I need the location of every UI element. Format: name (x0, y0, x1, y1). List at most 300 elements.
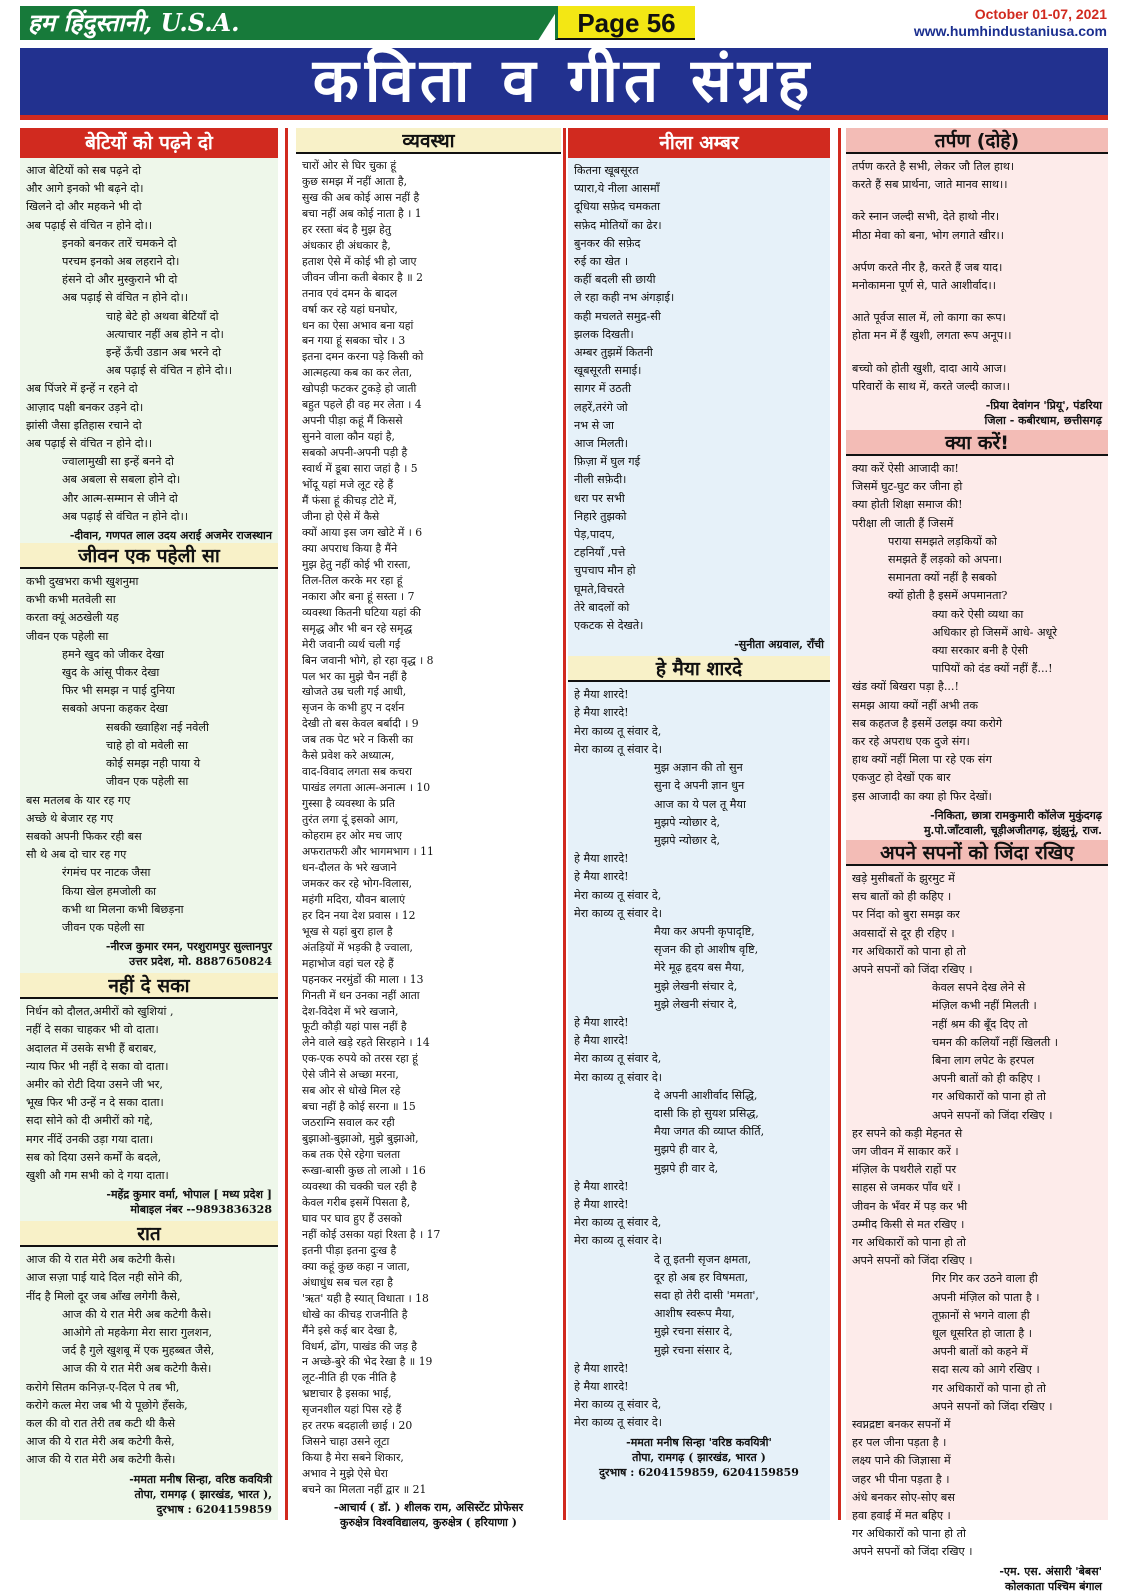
poem-line: जीवन जीना कती बेकार है ॥ 2 (302, 270, 423, 284)
poem-line: घूमते,विचरते (574, 582, 625, 596)
poem-line: बचने का मिलता नहीं द्वार ॥ 21 (302, 1483, 427, 1497)
poem-line: और आगे इनको भी बढ़ने दो। (26, 182, 144, 196)
poem-line: मुझे रचना संसार दे, (654, 1325, 733, 1339)
poem-body (568, 158, 830, 637)
issue-date: October 01-07, 2021 (974, 6, 1107, 22)
poem-line: अब पढ़ाई से वंचित न होने दो।। (106, 364, 233, 378)
poem-line: क्या सरकार बनी है ऐसी (932, 644, 1028, 658)
poem-line: मंज़िल के पथरीले राहों पर (852, 1163, 957, 1177)
poem-line: खड़े मुसीबतों के झुरमुट में (852, 871, 955, 885)
poem-line: अपनी बातों को कहने में (932, 1345, 1028, 1359)
poem-line: मेरा काव्य तू संवार दे। (574, 1234, 663, 1248)
poem-line: मेरा काव्य तू संवार दे। (574, 906, 663, 920)
poem-line: हे मैया शारदे! (574, 870, 629, 884)
poem-line: कोहराम हर ओर मच जाए (302, 829, 402, 843)
poem-line: अमीर को रोटी दिया उसने जी भर, (26, 1077, 163, 1091)
poem-line: व्यवस्था कितनी घटिया यहां की (302, 605, 421, 619)
poem-line: अंधकार ही अंधकार है, (302, 238, 391, 252)
poem-line: स्वप्नद्रष्टा बनकर सपनों में (852, 1417, 951, 1431)
poem-line: कहीं बदली सी छायी (574, 273, 656, 287)
poem-line: मनोकामना पूर्ण से, पाते आशीर्वाद।। (852, 279, 996, 293)
poem-line: फूटी कौड़ी यहां पास नहीं है (302, 1020, 407, 1034)
poem-line: चाहे बेटे हो अथवा बेटियाँ दो (106, 309, 219, 323)
poem-line: जग जीवन में साकार करें । (852, 1144, 959, 1158)
poem-line: मुझपे ही वार दे, (654, 1143, 719, 1157)
poem-line: गर अधिकारों को पाना हो तो (852, 944, 966, 958)
poem-line: सदा सोने को दी अमीरों को गद्दे, (26, 1114, 154, 1128)
poem-line: मंज़िल कभी नहीं मिलती । (932, 999, 1037, 1013)
poem-line: हंसने दो और मुस्कुराने भी दो (62, 273, 178, 287)
poem-line: विधर्म, ढोंग, पाखंड की जड़ है (302, 1339, 418, 1353)
poem-line: मेरा काव्य तू संवार दे, (574, 1216, 662, 1230)
poem-line: जीना हो ऐसे में कैसे (302, 509, 380, 523)
column-divider (563, 128, 566, 1520)
poem-line: अपने सपनों को जिंदा रखिए । (852, 1545, 973, 1559)
poem-line: बुनकर की सफ़ेद (574, 236, 641, 250)
poem-line: मुझ हेतु नहीं कोई भी रास्ता, (302, 557, 411, 571)
poem-line: ऐसे जीने से अच्छा मरना, (302, 1068, 399, 1082)
poem-line: मुझे लेखनी संचार दे, (654, 979, 738, 993)
poem-line: अब पढ़ाई से वंचित न होने दो।। (26, 437, 153, 451)
poem-line: निहारे तुझको (574, 509, 627, 523)
poem-author-address: कुरुक्षेत्र विश्वविद्यालय, कुरुक्षेत्र ( हरियाणा ) (340, 1516, 517, 1530)
poem-line: अपने सपनों को जिंदा रखिए । (932, 1108, 1053, 1122)
poem-line: बन गया हूं सबका चोर । 3 (302, 334, 406, 348)
poem-line: हर रस्ता बंद है मुझ हेतु (302, 222, 392, 236)
poem-line: नीली सफ़ेदी। (574, 473, 627, 487)
poem-line: और आत्म-सम्मान से जीने दो (62, 491, 178, 505)
poem-line: पर निंदा को बुरा समझ कर (852, 908, 960, 922)
poem-line: इतनी पीड़ा इतना दुःख है (302, 1243, 397, 1257)
poem-line: पहनकर नरमुंडों की माला । 13 (302, 972, 424, 986)
poem-line: आज की ये रात मेरी अब कटेगी कैसे। (26, 1253, 176, 1267)
poem-line: ले रहा कही नभ अंगड़ाई। (574, 291, 675, 305)
poem-line: हवा हवाई में मत बहिए । (852, 1509, 951, 1522)
poem-line: समझ आया क्यों नहीं अभी तक (852, 698, 979, 712)
poem-body (20, 999, 278, 1187)
poem-line: इतना दमन करना पड़े किसी को (302, 350, 424, 364)
poem-line: मैं फंसा हूं कीचड़ टोटे में, (302, 494, 398, 508)
poem-title: नहीं दे सका (20, 973, 278, 999)
poem-line: कितना खूबसूरत (574, 164, 639, 177)
poem-line: टहनियाँ ,पत्ते (574, 546, 626, 560)
poem-line: तूफ़ानों से भगने वाला ही (932, 1308, 1030, 1322)
poem-line: अपने सपनों को जिंदा रखिए । (852, 1254, 973, 1268)
poem-line: नहीं श्रम की बूँद दिए तो (932, 1017, 1028, 1031)
poem-line: बस मतलब के यार रह गए (26, 793, 131, 807)
poem-line: बचा नहीं अब कोई नाता है । 1 (302, 206, 422, 220)
poem-line: सदा हो तेरी दासी 'ममता', (654, 1288, 759, 1302)
poem-body (846, 154, 1108, 398)
poem-line: आशीष स्वरूप मैया, (654, 1307, 735, 1321)
poem-line: केवल सपने देख लेने से (932, 981, 1026, 995)
poem-line: निर्धन को दौलत,अमीरों को खुशियां , (26, 1005, 174, 1019)
poem-line: उम्मीद किसी से मत रखिए । (852, 1217, 965, 1231)
poem-line: आते पूर्वज साल में, लो कागा का रूप। (852, 311, 1006, 325)
column-divider (285, 128, 288, 1520)
poem-line: सुख की अब कोई आस नहीं है (302, 190, 420, 204)
poem-line: अवसादों से दूर ही रहिए । (852, 926, 955, 940)
poem-line: घाव पर घाव हुए हैं उसको (302, 1211, 402, 1225)
poem-line: हे मैया शारदे! (574, 1197, 629, 1211)
poem-line: भूख से यहां बुरा हाल है (302, 924, 393, 938)
poem-line: अब पढ़ाई से वंचित न होने दो।। (62, 509, 189, 523)
poem-title: रात (20, 1221, 278, 1247)
poem-line: गर अधिकारों को पाना हो तो (852, 1235, 966, 1249)
poem-line: हाथ क्यों नहीं मिला पा रहे एक संग (852, 753, 992, 767)
poem-line: बिन जवानी भोगे, हो रहा वृद्ध । 8 (302, 653, 434, 667)
poem-line: अर्पण करते नीर है, करते हैं जब याद। (852, 260, 1003, 274)
poem-line: जीवन एक पहेली सा (26, 629, 109, 643)
poem-author-address: तोपा, रामगढ़ ( झारखंड, भारत ), (134, 1487, 272, 1501)
poem-line: कैसे प्रवेश करे अध्यात्म, (302, 749, 395, 763)
poem-line: करता क्यूं अठखेली यह (26, 611, 119, 625)
poem-line: एकटक से देखते। (574, 619, 644, 633)
poem-line: क्या करें ऐसी आजादी का! (852, 462, 959, 476)
poem-line: आज की ये रात मेरी अब कटेगी कैसे। (62, 1362, 212, 1376)
poem-line: खोजते उम्र चली गई आधी, (302, 685, 407, 699)
poem-line: लक्ष्य पाने की जिज्ञासा में (852, 1454, 951, 1468)
poem-line: झांसी जैसा इतिहास रचाने दो (26, 418, 142, 432)
poem-line: गिर गिर कर उठने वाला ही (932, 1272, 1038, 1286)
column-4 (846, 128, 1108, 1593)
poem-title: हे मैया शारदे (568, 656, 830, 682)
poem-line: भ्रष्टाचार है इसका भाई, (302, 1387, 392, 1401)
poem-author-address: तोपा, रामगढ़ ( झारखंड, भारत ) (632, 1450, 766, 1464)
poem-line: करते हैं सब प्रार्थना, जाते मानव साथ।। (852, 178, 1008, 192)
poem-line: नभ से जा (574, 418, 614, 432)
poem-line: हमने खुद को जीकर देखा (62, 647, 165, 661)
poem-author: -आचार्य ( डॉ. ) शीलक राम, असिस्टेंट प्रोफेसर (333, 1501, 524, 1515)
poem-line: करे स्नान जल्दी सभी, देते हाथो नीर। (852, 210, 1000, 224)
poem-line: अंधाधुंध सब चल रहा है (302, 1275, 394, 1289)
poem-line: जब तक पेट भरे न किसी का (302, 733, 414, 747)
poem-line: हे मैया शारदे! (574, 1179, 629, 1193)
poem-line: मुझ अज्ञान की तो सुन (654, 761, 743, 775)
poem-body (568, 682, 830, 1434)
website-link[interactable]: www.humhindustaniusa.com (913, 23, 1107, 39)
poem-line: कभी था मिलना कभी बिछड़ना (62, 902, 184, 916)
poem-line: मेरा काव्य तू संवार दे, (574, 1052, 662, 1066)
poem-line: अब अबला से सबला होने दो। (62, 473, 181, 487)
poem-line: मीठा मेवा को बना, भोग लगाते खीर।। (852, 228, 1004, 242)
poem-line: मुझे लेखनी संचार दे, (654, 997, 738, 1011)
poem-line: दूर हो अब हर विषमता, (654, 1270, 749, 1284)
poem-line: अभाव ने मुझे ऐसे घेरा (302, 1467, 388, 1481)
poem-line: मुझपे न्योछार दे, (654, 815, 721, 829)
poem-line: सबकी ख्वाहिश नई नवेली (106, 720, 209, 734)
poem-line: मेरा काव्य तू संवार दे, (574, 888, 662, 902)
poem-line: तर्पण करते है सभी, लेकर जौ तिल हाथ। (852, 160, 1015, 173)
poem-line: क्या अपराध किया है मैंने (302, 541, 398, 555)
poem-line: हताश ऐसे में कोई भी हो जाए (302, 254, 417, 268)
poem-line: किया है मेरा सबने शिकार, (302, 1451, 404, 1465)
poem-line: वर्षा कर रहे यहां घनघोर, (302, 302, 398, 316)
poem-line: करोगे सितम कनिज़-ए-दिल पे तब भी, (26, 1380, 180, 1394)
poem-line: रूखा-बासी कुछ तो लाओ । 16 (302, 1164, 426, 1178)
poem-line: परिवारों के साथ में, करते जल्दी काज।। (852, 379, 1010, 393)
poem-line: सागर में उठती (574, 382, 632, 396)
poem-line: दूधिया सफ़ेद चमकता (574, 200, 661, 214)
poem-line: दे तू इतनी सृजन क्षमता, (654, 1252, 752, 1266)
poem-line: पराया समझते लड़कियों को (888, 534, 997, 548)
poem-author: -प्रिया देवांगन 'प्रियू', पंडरिया (985, 399, 1102, 413)
poem-line: कभी कभी मतवेली सा (26, 593, 116, 607)
poem-line: सृजनशील यहां पिस रहे हैं (302, 1403, 402, 1417)
poem-line: गर अधिकारों को पाना हो तो (932, 1381, 1046, 1395)
poem-line: आज की ये रात मेरी अब कटेगी कैसे, (26, 1435, 175, 1449)
poem-line: नींद है मिलो दूर जब आँख लगेगी कैसे, (26, 1289, 181, 1303)
poem-line: हे मैया शारदे! (574, 1034, 629, 1048)
poem-line (852, 245, 1102, 259)
poem-line: धूल धूसरित हो जाता है । (932, 1326, 1033, 1340)
poem-line: खुद के आंसू पीकर देखा (62, 666, 160, 680)
poem-line: क्या कहूं कुछ कहा न जाता, (302, 1259, 410, 1273)
poem-line: कभी दुखभरा कभी खुशनुमा (26, 575, 139, 589)
poem-author-contact: उत्तर प्रदेश, मो. 8887650824 (129, 955, 272, 969)
poem-line: खिलने दो और महकने भी दो (26, 200, 142, 214)
poem-line: अम्बर तुझमें कितनी (574, 346, 653, 360)
poem-line: मेरा काव्य तू संवार दे, (574, 1398, 662, 1412)
poem-line: अपनी बातों को ही कहिए । (932, 1072, 1041, 1086)
poem-line: मुझपे न्योछार दे, (654, 833, 721, 847)
poem-line: आज की ये रात मेरी अब कटेगी कैसे। (26, 1453, 176, 1467)
poem-line: अपने सपनों को जिंदा रखिए । (852, 962, 973, 976)
poem-line: चमन की कलियाँ नहीं खिलती । (932, 1035, 1058, 1049)
poem-line: अब पढ़ाई से वंचित न होने दो।। (62, 291, 189, 305)
poem-title: अपने सपनों को जिंदा रखिए (846, 840, 1108, 866)
poem-line: सच बातों को ही कहिए । (852, 890, 952, 904)
poem-line: अच्छे थे बेजार रह गए (26, 811, 114, 825)
poem-author: -महेंद्र कुमार वर्मा, भोपाल [ मध्य प्रदेश ] (106, 1188, 272, 1202)
poem-line: मेरा काव्य तू संवार दे। (574, 742, 663, 756)
poem-line: फ़िज़ा में घुल गई (574, 455, 641, 469)
poem-line: चुपचाप मौन हो (574, 564, 636, 578)
poem-line: हर पल जीना पड़ता है । (852, 1436, 947, 1450)
poem-line: प्यारा,ये नीला आसमाँ (574, 182, 660, 196)
poem-line: अपनी पीड़ा कहूं मैं किससे (302, 414, 403, 428)
poem-line: अपनी मंज़िल को पाता है । (932, 1290, 1040, 1304)
poem-line: खूबसूरती समाई। (574, 364, 642, 378)
poem-line: मेरा काव्य तू संवार दे। (574, 1416, 663, 1430)
poem-line: करोगे कत्ल मेरा जब भी ये पूछोगे हँसके, (26, 1398, 188, 1412)
poem-line: तनाव एवं दमन के बादल (302, 286, 398, 300)
poem-body (20, 1247, 278, 1471)
poem-line: सौ थे अब दो चार रह गए (26, 848, 127, 862)
poem-line: धन का ऐसा अभाव बना यहां (302, 318, 414, 332)
poem-line: अंधे बनकर सोए-सोए बस (852, 1490, 955, 1504)
poem-line (852, 194, 1102, 208)
poem-line: कोई समझ नही पाया ये (106, 757, 201, 771)
poem-line: भोंदू यहां मजे लूट रहे हैं (302, 478, 394, 492)
poem-line: रुई का खेत । (574, 255, 629, 269)
poem-line: पल भर का मुझे चैन नहीं है (302, 669, 407, 683)
poem-body (846, 456, 1108, 808)
poem-line: झलक दिखती। (574, 327, 634, 341)
poem-line: क्यों होती है इसमें अपमानता? (888, 589, 1008, 603)
poem-line: बिना लाग लपेट के हरपल (932, 1053, 1035, 1067)
poem-line: जर्द है गुले खुशबू में एक मुहब्बत जैसे, (62, 1344, 215, 1358)
poem-line: मेरा काव्य तू संवार दे। (574, 1070, 663, 1084)
poem-line: लेने वाले खड़े रहते सिरहाने । 14 (302, 1036, 430, 1050)
poem-author: -ममता मनीष सिन्हा 'वरिष्ठ कवयित्री' (626, 1435, 772, 1449)
poem-line: चारों ओर से घिर चुका हूं (302, 159, 397, 172)
poem-line: लूट-नीति ही एक नीति है (302, 1371, 397, 1385)
poem-line: मुझे रचना संसार दे, (654, 1343, 733, 1357)
poem-line: गुस्सा है व्यवस्था के प्रति (302, 797, 395, 811)
poem-line: तिल-तिल करके मर रहा हूं (302, 573, 403, 587)
poem-line: कुछ समझ में नहीं आता है, (302, 174, 408, 188)
poem-line: 'ऋत' यही है स्यात् विधाता । 18 (302, 1291, 429, 1305)
poem-line: परचम इनको अब लहराने दो। (62, 255, 180, 269)
poem-line: कब तक ऐसे रहेगा चलता (302, 1148, 401, 1162)
poem-line: ज्वालामुखी सा इन्हें बनने दो (62, 455, 174, 469)
poem-line: मैंने इसे कई बार देखा है, (302, 1323, 398, 1337)
poem-line: व्यवस्था की चक्की चल रही है (302, 1180, 417, 1193)
poem-line: इन्हें ऊँची उडान अब भरने दो (106, 346, 221, 360)
poem-author: -एम. एस. अंसारी 'बेबस' (999, 1564, 1102, 1578)
section-banner (20, 48, 1108, 120)
poem-line: मेरी जवानी व्यर्थ चली गई (302, 637, 401, 651)
poem-line: महंगी मदिरा, यौवन बालाएं (302, 892, 406, 906)
poem-line: हे मैया शारदे! (574, 706, 629, 720)
poem-author: -दीवान, गणपत लाल उदय अराई अजमेर राजस्थान (69, 529, 272, 543)
poem-line: इनको बनकर तारें चमकने दो (62, 236, 177, 250)
poem-line: सब कहतज है इसमें उलझ क्या करोगे (852, 716, 1003, 730)
poem-line: पाखंड लगता आत्म-अनात्म । 10 (302, 781, 431, 795)
poem-line: दे अपनी आशीर्वाद सिद्धि, (654, 1088, 758, 1102)
poem-line: सब को दिया उसने कर्मों के बदले, (26, 1150, 162, 1164)
poem-line: सबको अपना कहकर देखा (62, 702, 168, 716)
poem-line: कही मचलते समुद्र-सी (574, 309, 661, 323)
poem-line: फिर भी समझ न पाई दुनिया (62, 684, 175, 698)
poem-title: बेटियों को पढ़ने दो (20, 128, 278, 158)
poem-line: बुझाओ-बुझाओ, मुझे बुझाओ, (302, 1132, 419, 1146)
poem-line: हे मैया शारदे! (574, 852, 629, 866)
poem-line: आज बेटियों को सब पढ़ने दो (26, 164, 141, 177)
poem-line: अत्याचार नहीं अब होने न दो। (106, 327, 224, 341)
poem-line: खुशी औ गम सभी को दे गया दाता। (26, 1168, 169, 1182)
poem-line: खंड क्यों बिखरा पड़ा है...! (852, 680, 959, 694)
masthead (0, 0, 1135, 42)
poem-line: जठराग्नि सवाल कर रही (302, 1116, 395, 1130)
poem-author: -ममता मनीष सिन्हा, वरिष्ठ कवयित्री (129, 1472, 272, 1486)
poem-line: हर सपने को कड़ी मेहनत से (852, 1126, 963, 1140)
poem-line: क्यों आया इस जग खोटे में । 6 (302, 525, 423, 539)
poem-line: लहरें,तरंगे जो (574, 400, 628, 414)
poem-body (20, 158, 278, 528)
poem-title: नीला अम्बर (568, 128, 830, 158)
poem-line: नहीं कोई उसका यहां रिश्ता है । 17 (302, 1227, 441, 1241)
poem-body (20, 569, 278, 939)
poem-line: हर तरफ बदहाली छाई । 20 (302, 1419, 413, 1433)
column-1 (20, 128, 278, 1520)
poem-author-contact: दुरभाष : 6204159859 (156, 1502, 272, 1516)
page-number: Page 56 (555, 6, 695, 40)
poem-line: होता मन में हैं खुशी, लगता रूप अनूप।। (852, 329, 1012, 343)
poem-line: गिनती में धन उनका नहीं आता (302, 988, 420, 1002)
poem-line: आज मिलती। (574, 437, 628, 451)
poem-line: कल की वो रात तेरी तब कटी थी कैसे (26, 1416, 176, 1430)
poem-title: व्यवस्था (296, 128, 561, 154)
poem-line: वाद-विवाद लगता सब कचरा (302, 765, 412, 779)
poem-author-address: मु.पो.जाँटवाली, चूड़ीअजीतगढ़, झुंझुनूं, राज. (923, 823, 1102, 837)
poem-author: -सुनीता अग्रवाल, राँची (734, 638, 824, 652)
poem-line: खोपड़ी फटकर टुकड़े हो जाती (302, 382, 417, 396)
poem-line: सदा सत्य को आगे रखिए । (932, 1363, 1040, 1377)
poem-line: समानता क्यों नहीं है सबको (888, 571, 997, 585)
poem-line: एक-एक रुपये को तरस रहा हूं (302, 1052, 418, 1066)
poem-line: साहस से जमकर पाँव धरें । (852, 1181, 961, 1195)
poem-line: आज़ाद पक्षी बनकर उड़ने दो। (26, 400, 144, 414)
poem-line: इस आजादी का क्या हो फिर देखों। (852, 789, 992, 803)
column-divider (838, 128, 841, 1520)
poem-line: भूख फिर भी उन्हें न दे सका दाता। (26, 1096, 164, 1110)
poem-line: न्याय फिर भी नहीं दे सका वो दाता। (26, 1059, 169, 1073)
poem-line: आज का ये पल तू मैया (654, 797, 746, 811)
poem-line: धन-दौलत के भरे खजाने (302, 860, 397, 874)
poem-line: बहुत पहले ही वह मर लेता । 4 (302, 398, 422, 412)
poem-line: धोखे का कीचड़ राजनीति है (302, 1307, 408, 1321)
poem-line: देश-विदेश में भरे खजाने, (302, 1004, 399, 1018)
poem-line: आत्महत्या कब का कर लेता, (302, 366, 413, 380)
poem-line: हर दिन नया देश प्रवास । 12 (302, 908, 416, 922)
poem-line: समझते हैं लड़को को अपना। (888, 553, 1003, 567)
poem-line: सृजन के कभी हुए न दर्शन (302, 701, 405, 715)
poem-line: तुरंत लगा दूं इसको आग, (302, 813, 399, 827)
poem-line: समृद्ध और भी बन रहे समृद्ध (302, 621, 413, 635)
poem-line: परीक्षा ली जाती हैं जिसमें (852, 516, 954, 530)
poem-line: जीवन एक पहेली सा (106, 775, 189, 789)
poem-author: -निकिता, छात्रा रामकुमारी कॉलेज मुकुंदगढ़ (930, 808, 1102, 822)
poem-line: आज की ये रात मेरी अब कटेगी कैसे। (62, 1307, 212, 1321)
poem-line: क्या करे ऐसी व्यथा का (932, 607, 1024, 621)
poem-line: हे मैया शारदे! (574, 688, 629, 702)
poem-line (852, 346, 1102, 360)
poem-line: मेरे मूढ़ हृदय बस मैया, (654, 961, 745, 975)
poem-line: एकजुट हो देखों एक बार (852, 771, 951, 785)
poem-line: हे मैया शारदे! (574, 1380, 629, 1393)
poem-line: नकारा और बना हूं सस्ता । 7 (302, 589, 415, 603)
poem-line: हे मैया शारदे! (574, 1361, 629, 1375)
poem-title: जीवन एक पहेली सा (20, 543, 278, 569)
poem-line: गर अधिकारों को पाना हो तो (852, 1527, 966, 1541)
poem-line: आज सज़ा पाई यादे दिल नही सोने की, (26, 1271, 183, 1285)
brand-name: हम हिंदुस्तानी, U.S.A. (28, 8, 240, 37)
poem-line: किया खेल हमजोली का (62, 884, 157, 898)
poem-line: मुझपे ही वार दे, (654, 1161, 719, 1175)
poem-line: मैया कर अपनी कृपादृष्टि, (654, 924, 755, 938)
poem-line: रंगमंच पर नाटक जैसा (62, 866, 151, 880)
poem-line: गर अधिकारों को पाना हो तो (932, 1090, 1046, 1104)
poem-line: अब पिंजरे में इन्हें न रहने दो (26, 382, 138, 396)
poem-line: सब ओर से धोखे मिल रहे (302, 1084, 401, 1098)
poem-line: जिसने चाहा उसने लूटा (302, 1435, 390, 1449)
poem-line: कर रहे अपराध एक दुजे संग। (852, 735, 970, 749)
poem-line: अब पढ़ाई से वंचित न होने दो।। (26, 218, 153, 232)
poem-line: स्वार्थ में डूबा सारा जहां है । 5 (302, 462, 418, 476)
poem-line: आओगे तो महकेगा मेरा सारा गुलशन, (62, 1325, 213, 1339)
section-title: कविता व गीत संग्रह (312, 46, 816, 116)
poem-line: क्या होती शिक्षा समाज की! (852, 498, 963, 512)
poem-line: अधिकार हो जिसमें आधे- अधूरे (932, 625, 1058, 639)
column-2 (296, 128, 561, 1530)
poem-line: मेरा काव्य तू संवार दे, (574, 724, 662, 738)
poem-line: सृजन की हो आशीष वृष्टि, (654, 943, 759, 957)
poem-line: बचा नहीं है कोई सरना ॥ 15 (302, 1100, 416, 1114)
poem-line: सबको अपनी-अपनी पड़ी है (302, 446, 408, 460)
poem-line: अदालत में उसके सभी हैं बराबर, (26, 1041, 157, 1055)
